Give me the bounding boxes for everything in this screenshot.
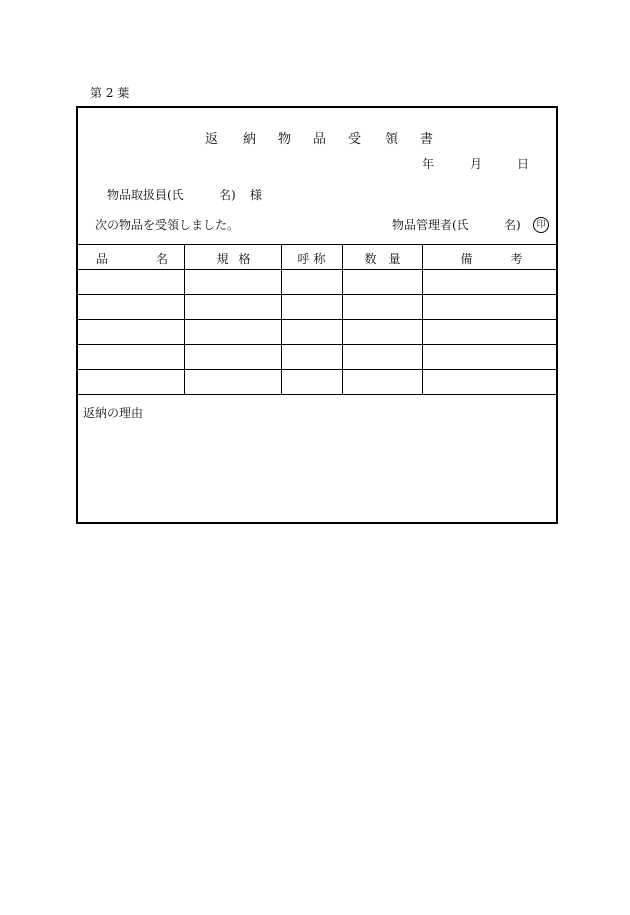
seal-mark: 印 — [533, 217, 549, 233]
cell-item-name[interactable] — [78, 270, 184, 295]
cell-item-name[interactable] — [78, 320, 184, 345]
header-item-name: 品 名 — [78, 245, 184, 270]
cell-quantity[interactable] — [342, 370, 422, 395]
manager-name-suffix: 名) — [504, 218, 521, 232]
cell-specification[interactable] — [184, 270, 281, 295]
cell-item-name[interactable] — [78, 345, 184, 370]
cell-nominal[interactable] — [281, 295, 342, 320]
title-char: 領 — [385, 132, 399, 147]
table-row — [78, 320, 556, 345]
table-header-row — [78, 245, 556, 270]
cell-remarks[interactable] — [422, 295, 556, 320]
form-number-label: 第 2 葉 — [90, 86, 130, 100]
header-remarks: 備 考 — [422, 245, 556, 270]
table-row — [78, 345, 556, 370]
cell-quantity[interactable] — [342, 295, 422, 320]
addressee-name-suffix: 名) — [219, 188, 236, 202]
cell-remarks[interactable] — [422, 270, 556, 295]
cell-nominal[interactable] — [281, 370, 342, 395]
cell-specification[interactable] — [184, 295, 281, 320]
table-row — [78, 295, 556, 320]
cell-quantity[interactable] — [342, 345, 422, 370]
addressee-honorific: 様 — [250, 188, 263, 202]
table-row — [78, 270, 556, 295]
date-year-label: 年 — [422, 157, 435, 171]
cell-specification[interactable] — [184, 370, 281, 395]
header-specification: 規 格 — [184, 245, 281, 270]
cell-quantity[interactable] — [342, 320, 422, 345]
title-char: 受 — [348, 132, 362, 147]
header-quantity: 数 量 — [342, 245, 422, 270]
cell-item-name[interactable] — [78, 295, 184, 320]
cell-specification[interactable] — [184, 320, 281, 345]
cell-item-name[interactable] — [78, 370, 184, 395]
title-char: 書 — [420, 132, 434, 147]
addressee-label: 物品取扱員(氏 — [107, 188, 184, 202]
return-reason-label: 返納の理由 — [83, 406, 144, 420]
table-row — [78, 370, 556, 395]
cell-remarks[interactable] — [422, 370, 556, 395]
manager-label: 物品管理者(氏 — [392, 218, 469, 232]
receipt-statement: 次の物品を受領しました。 — [95, 218, 240, 232]
title-char: 物 — [278, 132, 292, 147]
date-day-label: 日 — [517, 157, 530, 171]
cell-nominal[interactable] — [281, 320, 342, 345]
return-receipt-form — [76, 106, 558, 524]
cell-nominal[interactable] — [281, 345, 342, 370]
title-char: 品 — [313, 132, 327, 147]
items-table — [78, 244, 556, 395]
return-reason-area[interactable] — [78, 422, 556, 520]
title-char: 納 — [243, 132, 257, 147]
cell-remarks[interactable] — [422, 320, 556, 345]
cell-nominal[interactable] — [281, 270, 342, 295]
title-char: 返 — [205, 132, 219, 147]
cell-remarks[interactable] — [422, 345, 556, 370]
cell-specification[interactable] — [184, 345, 281, 370]
cell-quantity[interactable] — [342, 270, 422, 295]
date-month-label: 月 — [470, 157, 483, 171]
header-nominal: 呼 称 — [281, 245, 342, 270]
